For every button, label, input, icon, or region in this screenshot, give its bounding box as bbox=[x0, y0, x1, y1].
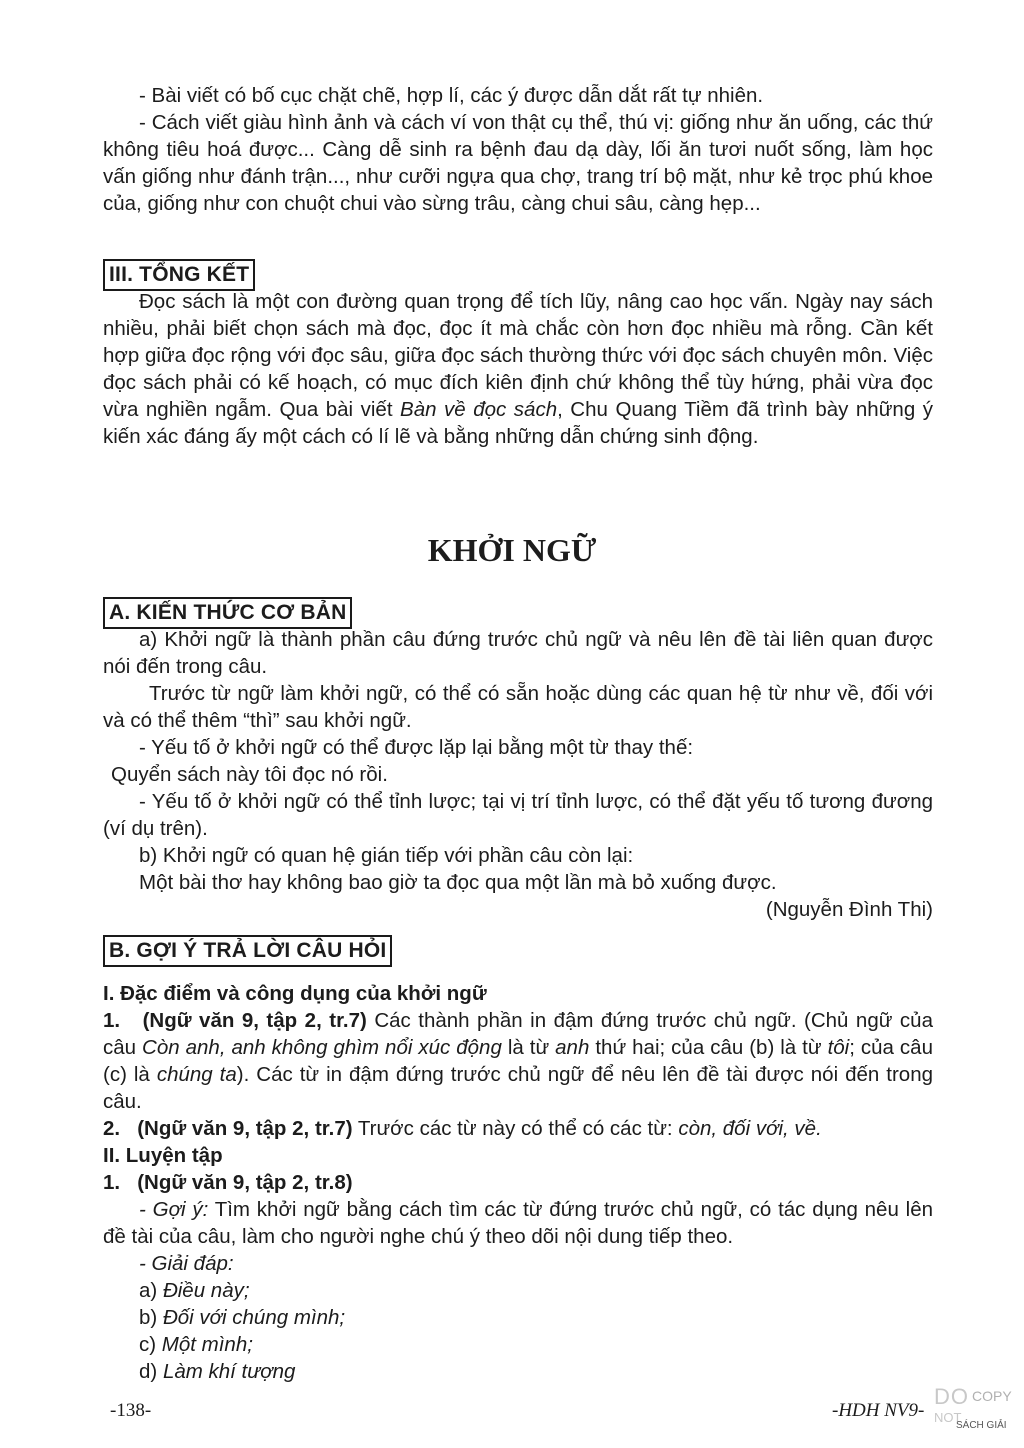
answer-item bbox=[103, 1331, 933, 1358]
answer-key: d) bbox=[139, 1360, 163, 1383]
section-a-body bbox=[103, 626, 933, 923]
watermark-text: NOT bbox=[934, 1410, 962, 1425]
section-a-quote: Một bài thơ hay không bao giờ ta đọc qua một lần mà bỏ xuống được. bbox=[139, 871, 777, 894]
q1-italic: tôi bbox=[827, 1036, 850, 1059]
book-code: -HDH NV9- bbox=[832, 1400, 925, 1421]
subheading-luyen-tap: II. Luyện tập bbox=[103, 1144, 223, 1167]
q2-text: Trước các từ này có thể có các từ: bbox=[352, 1117, 679, 1140]
q1-text: Các thành phần in đậm đứng trước chủ ngữ. (Chủ ngữ của câu bbox=[103, 1009, 933, 1059]
answer-key: c) bbox=[139, 1333, 162, 1356]
section-a-line-3: - Yếu tố ở khởi ngữ có thể được lặp lại bằng một từ thay thế: bbox=[139, 736, 694, 759]
section-a-line-1: a) Khởi ngữ là thành phần câu đứng trước chủ ngữ và nêu lên đề tài liên quan được nói đến trong câu. bbox=[103, 628, 933, 678]
q1-italic: chúng ta bbox=[156, 1063, 237, 1086]
section-heading-a: A. KIẾN THỨC CƠ BẢN bbox=[103, 597, 352, 629]
tong-ket-text-b: , Chu Quang Tiềm đã trình bày những ý kiến xác đáng ấy một cách có lí lẽ và bằng những dẫn chứng sinh động. bbox=[103, 398, 933, 448]
section-heading-tong-ket: III. TỔNG KẾT bbox=[103, 259, 255, 291]
answer-value: Một mình; bbox=[161, 1333, 253, 1356]
q1-number: 1. bbox=[103, 1009, 121, 1032]
p1-reference: (Ngữ văn 9, tập 2, tr.8) bbox=[137, 1171, 353, 1194]
answer-key: a) bbox=[139, 1279, 163, 1302]
watermark-logo bbox=[912, 1384, 1018, 1442]
q2-reference: (Ngữ văn 9, tập 2, tr.7) bbox=[137, 1117, 353, 1140]
answer-item bbox=[103, 1358, 933, 1385]
giai-dap-label: - Giải đáp: bbox=[139, 1252, 234, 1275]
q2-number: 2. bbox=[103, 1117, 121, 1140]
answer-value: Điều này; bbox=[162, 1279, 250, 1302]
answer-item bbox=[103, 1304, 933, 1331]
page-title: KHỞI NGỮ bbox=[427, 532, 597, 568]
watermark-text: SÁCH GIẢI bbox=[956, 1420, 1007, 1431]
answer-value: Làm khí tượng bbox=[162, 1360, 296, 1383]
page-number: -138- bbox=[110, 1400, 152, 1421]
q1-reference: (Ngữ văn 9, tập 2, tr.7) bbox=[142, 1009, 367, 1032]
answer-item bbox=[103, 1277, 933, 1304]
subheading-dac-diem: I. Đặc điểm và công dụng của khởi ngữ bbox=[103, 982, 487, 1005]
section-b-body bbox=[103, 980, 933, 1385]
q1-text: ; của câu (c) là bbox=[103, 1036, 933, 1086]
q2-italic: còn, đối với, về. bbox=[678, 1117, 822, 1140]
section-heading-b: B. GỢI Ý TRẢ LỜI CÂU HỎI bbox=[103, 935, 392, 967]
goi-y-label: - Gợi ý: bbox=[139, 1198, 209, 1221]
book-title: Bàn về đọc sách bbox=[400, 398, 558, 421]
section-a-line-2: Trước từ ngữ làm khởi ngữ, có thể có sẵn hoặc dùng các quan hệ từ như về, đối với và có thể thêm “thì” sau khởi ngữ. bbox=[103, 682, 933, 732]
section-a-example: Quyển sách này tôi đọc nó rồi. bbox=[111, 763, 388, 786]
answer-value: Đối với chúng mình; bbox=[162, 1306, 346, 1329]
q1-italic: Còn anh, anh không ghìm nổi xúc động bbox=[142, 1036, 502, 1059]
bullet-line-2: - Cách viết giàu hình ảnh và cách ví von thật cụ thể, thú vị: giống như ăn uống, các thứ không tiêu hoá được... Càng dễ sinh ra bệnh đau dạ dày, lối ăn tươi nuốt sống, làm học vấn giống như đánh trận..., như cưỡi ngựa qua chợ, trang trí bộ mặt, như kẻ trọc phú khoe của, giống như con chuột chui vào sừng trâu, càng chui sâu, càng hẹp... bbox=[103, 111, 933, 215]
q1-text: ). Các từ in đậm đứng trước chủ ngữ để nêu lên đề tài được nói đến trong câu. bbox=[103, 1063, 934, 1113]
intro-block bbox=[103, 82, 933, 217]
q1-text: thứ hai; của câu (b) là từ bbox=[589, 1036, 828, 1059]
tong-ket-text-a: Đọc sách là một con đường quan trọng để tích lũy, nâng cao học vấn. Ngày nay sách nhiều, phải biết chọn sách mà đọc, đọc ít mà chắc còn hơn đọc nhiều mà rỗng. Cần kết hợp giữa đọc rộng với đọc sâu, giữa đọc sách thường thức với đọc sách chuyên môn. Việc đọc sách phải có kế hoạch, có mục đích kiên định chứ không thể tùy hứng, phải vừa đọc vừa nghiền ngẫm. Qua bài viết bbox=[103, 290, 933, 421]
q1-italic: anh bbox=[555, 1036, 590, 1059]
goi-y-text: Tìm khởi ngữ bằng cách tìm các từ đứng trước chủ ngữ, có tác dụng nêu lên đề tài của câu, làm cho người nghe chú ý theo dõi nội dung tiếp theo. bbox=[103, 1198, 934, 1248]
bullet-line-1: - Bài viết có bố cục chặt chẽ, hợp lí, các ý được dẫn dắt rất tự nhiên. bbox=[139, 84, 764, 107]
quote-author: (Nguyễn Đình Thi) bbox=[765, 898, 933, 921]
answer-key: b) bbox=[139, 1306, 163, 1329]
watermark-text: COPY bbox=[972, 1388, 1012, 1404]
tong-ket-paragraph bbox=[103, 288, 933, 450]
p1-number: 1. bbox=[103, 1171, 121, 1194]
watermark-text: DO bbox=[934, 1384, 969, 1409]
q1-text: là từ bbox=[501, 1036, 556, 1059]
section-a-line-6: b) Khởi ngữ có quan hệ gián tiếp với phần câu còn lại: bbox=[139, 844, 634, 867]
section-a-line-5: - Yếu tố ở khởi ngữ có thể tỉnh lược; tại vị trí tỉnh lược, có thể đặt yếu tố tương đương (ví dụ trên). bbox=[103, 790, 933, 840]
